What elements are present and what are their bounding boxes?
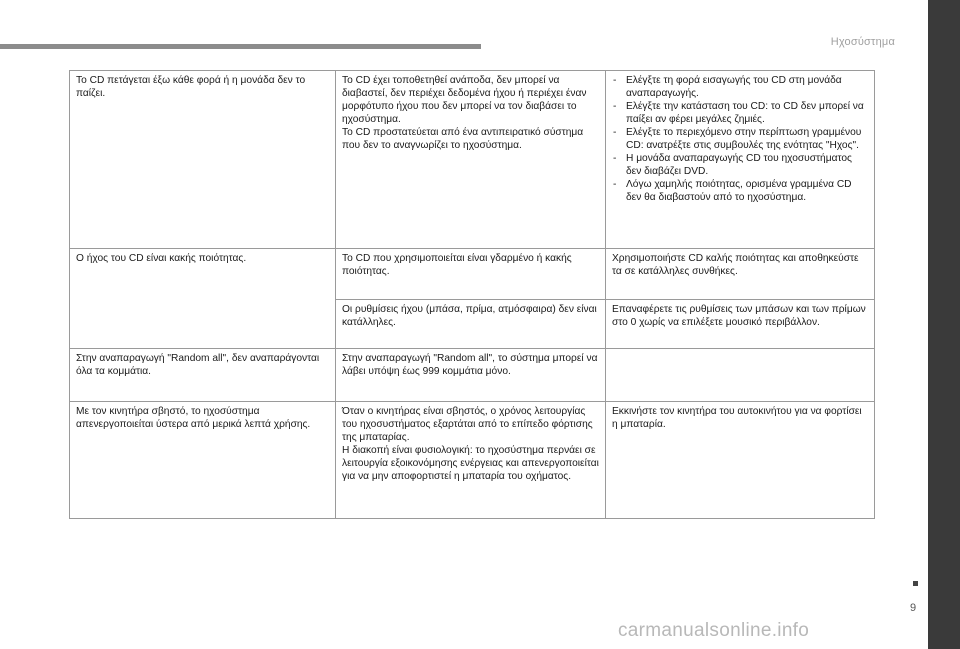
table-row	[70, 402, 875, 519]
table-row	[70, 349, 875, 402]
list-item: - Λόγω χαμηλής ποιότητας, ορισμένα γραμμένα CD δεν θα διαβαστούν από το ηχοσύστημα.	[612, 178, 868, 204]
cause-cell: Στην αναπαραγωγή "Random all", το σύστημα μπορεί να λάβει υπόψη έως 999 κομμάτια μόνο.	[336, 349, 606, 402]
table-row	[70, 249, 875, 300]
cause-cell	[336, 71, 606, 249]
problem-cell: Το CD πετάγεται έξω κάθε φορά ή η μονάδα δεν το παίζει.	[70, 71, 336, 249]
page-marker	[913, 581, 918, 586]
solution-cell: Επαναφέρετε τις ρυθμίσεις των μπάσων και των πρίμων στο 0 χωρίς να επιλέξετε μουσικό περιβάλλον.	[606, 300, 875, 349]
section-title: Ηχοσύστημα	[830, 36, 895, 48]
page-number: 9	[909, 602, 917, 614]
solution-cell: Χρησιμοποιήστε CD καλής ποιότητας και αποθηκεύστε τα σε κατάλληλες συνθήκες.	[606, 249, 875, 300]
solution-cell	[606, 71, 875, 249]
cause-cell: Οι ρυθμίσεις ήχου (μπάσα, πρίμα, ατμόσφαιρα) δεν είναι κατάλληλες.	[336, 300, 606, 349]
list-item: - Η μονάδα αναπαραγωγής CD του ηχοσυστήματος δεν διαβάζει DVD.	[612, 152, 868, 178]
list-item: - Ελέγξτε την κατάσταση του CD: το CD δεν μπορεί να παίξει αν φέρει μεγάλες ζημιές.	[612, 100, 868, 126]
troubleshooting-table	[69, 70, 875, 519]
cause-cell	[336, 402, 606, 519]
header-rule	[0, 44, 481, 49]
watermark-text: carmanualsonline.info	[618, 620, 810, 641]
side-strip	[928, 0, 960, 649]
problem-cell: Στην αναπαραγωγή "Random all", δεν αναπαράγονται όλα τα κομμάτια.	[70, 349, 336, 402]
solution-list	[612, 74, 868, 204]
cause-cell: Το CD που χρησιμοποιείται είναι γδαρμένο ή κακής ποιότητας.	[336, 249, 606, 300]
cause-text: Το CD προστατεύεται από ένα αντιπειρατικό σύστημα που δεν το αναγνωρίζει το ηχοσύστημα.	[342, 127, 584, 151]
list-item: - Ελέγξτε τη φορά εισαγωγής του CD στη μονάδα αναπαραγωγής.	[612, 74, 868, 100]
solution-cell: Εκκινήστε τον κινητήρα του αυτοκινήτου για να φορτίσει η μπαταρία.	[606, 402, 875, 519]
cause-text: Όταν ο κινητήρας είναι σβηστός, ο χρόνος λειτουργίας του ηχοσυστήματος εξαρτάται από το επίπεδο φόρτισης της μπαταρίας.	[342, 406, 593, 443]
cause-text: Η διακοπή είναι φυσιολογική: το ηχοσύστημα περνάει σε λειτουργία εξοικονόμησης ενέργειας και απενεργοποιείται για να μην αποφορτιστεί η μπαταρία του οχήματος.	[342, 445, 599, 482]
list-item: - Ελέγξτε το περιεχόμενο στην περίπτωση γραμμένου CD: ανατρέξτε στις συμβουλές της ενότητας "Ηχος".	[612, 126, 868, 152]
problem-cell: Ο ήχος του CD είναι κακής ποιότητας.	[70, 249, 336, 349]
cause-text: Το CD έχει τοποθετηθεί ανάποδα, δεν μπορεί να διαβαστεί, δεν περιέχει δεδομένα ήχου ή περιέχει έναν μορφότυπο ήχου που δεν μπορεί να τον διαβάσει το ηχοσύστημα.	[342, 75, 587, 125]
solution-cell	[606, 349, 875, 402]
problem-cell: Με τον κινητήρα σβηστό, το ηχοσύστημα απενεργοποιείται ύστερα από μερικά λεπτά χρήσης.	[70, 402, 336, 519]
table-row	[70, 71, 875, 249]
